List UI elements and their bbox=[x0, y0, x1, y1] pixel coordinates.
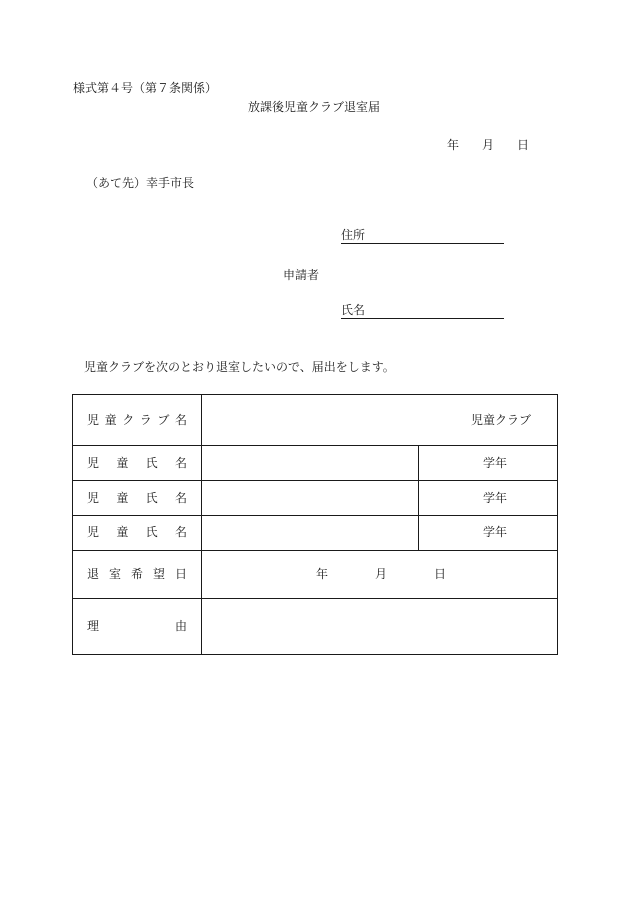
club-suffix: 児童クラブ bbox=[471, 413, 532, 427]
child-name-field-1[interactable] bbox=[202, 446, 417, 480]
address-label: 住所 bbox=[341, 228, 366, 242]
reason-field[interactable] bbox=[202, 599, 557, 654]
address-field[interactable] bbox=[341, 229, 504, 244]
grade-suffix-3: 学年 bbox=[483, 525, 508, 539]
addressee: （あて先）幸手市長 bbox=[86, 176, 195, 190]
date-year-label: 年 bbox=[447, 138, 460, 152]
withdrawal-date-label: 退 室 希 望 日 bbox=[87, 567, 187, 581]
withdrawal-year-label: 年 bbox=[316, 567, 329, 581]
withdrawal-month-label: 月 bbox=[375, 567, 388, 581]
grade-suffix-2: 学年 bbox=[483, 491, 508, 505]
child-name-label-1: 児 童 氏 名 bbox=[87, 456, 187, 470]
withdrawal-day-label: 日 bbox=[434, 567, 447, 581]
child-name-field-3[interactable] bbox=[202, 516, 417, 550]
grade-column-divider bbox=[418, 445, 419, 550]
date-month-label: 月 bbox=[482, 138, 495, 152]
date-day-label: 日 bbox=[517, 138, 530, 152]
child-name-label-2: 児 童 氏 名 bbox=[87, 491, 187, 505]
applicant-label: 申請者 bbox=[283, 268, 320, 282]
statement-text: 児童クラブを次のとおり退室したいので、届出をします。 bbox=[84, 360, 395, 374]
withdrawal-table bbox=[72, 394, 558, 655]
name-label: 氏名 bbox=[341, 303, 366, 317]
club-name-label: 児 童 ク ラ ブ 名 bbox=[87, 413, 187, 427]
grade-suffix-1: 学年 bbox=[483, 456, 508, 470]
child-name-label-3: 児 童 氏 名 bbox=[87, 525, 187, 539]
name-field[interactable] bbox=[341, 304, 504, 319]
document-title: 放課後児童クラブ退室届 bbox=[248, 100, 381, 114]
reason-label: 理 由 bbox=[87, 619, 187, 633]
child-name-field-2[interactable] bbox=[202, 481, 417, 515]
form-number: 様式第４号（第７条関係） bbox=[73, 81, 218, 95]
